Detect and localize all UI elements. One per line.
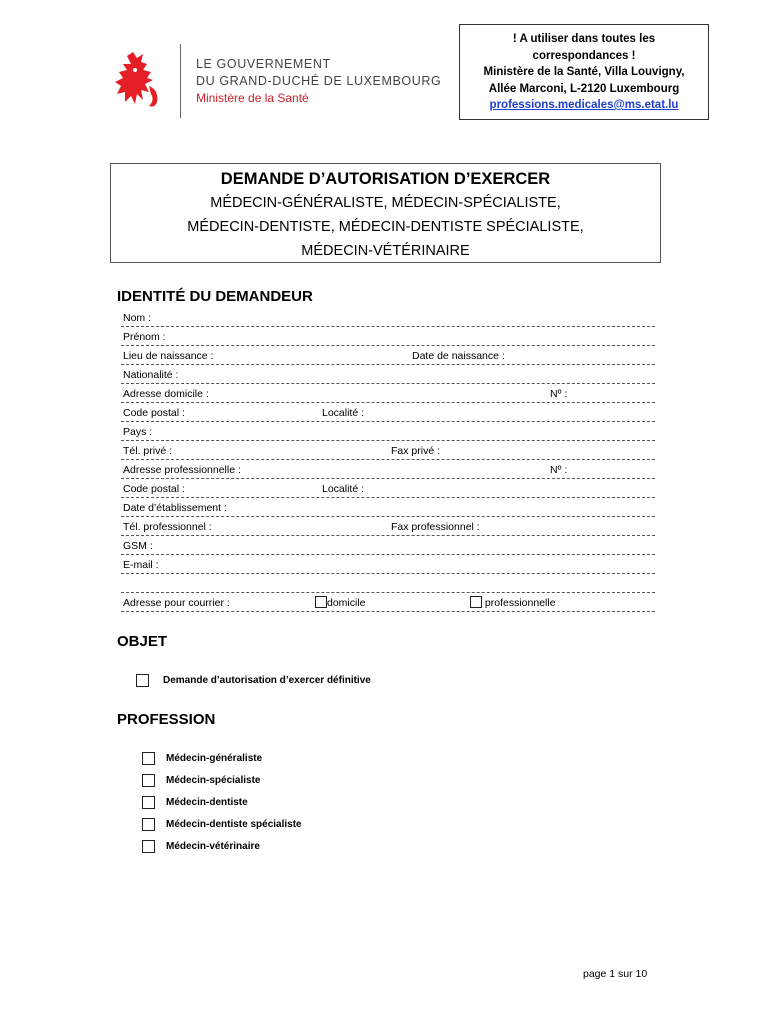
profession-label-dentiste: Médecin-dentiste (166, 797, 248, 808)
address-line-1: ! A utiliser dans toutes les (512, 33, 656, 45)
domicile-option[interactable] (315, 596, 366, 609)
nom-label: Nom : (123, 312, 152, 324)
logo-divider (180, 44, 181, 118)
professionnelle-option[interactable] (470, 596, 556, 609)
numero-label: Nº : (550, 388, 568, 400)
nationalite-field[interactable] (121, 364, 655, 384)
government-logo (113, 44, 453, 119)
birth-row[interactable] (121, 345, 655, 365)
localite-pro-label: Localité : (322, 483, 365, 495)
logo-text (196, 56, 441, 107)
email-link[interactable]: professions.medicales@ms.etat.lu (489, 99, 679, 111)
objet-heading: OBJET (117, 633, 168, 650)
code-postal-row[interactable] (121, 402, 655, 422)
tel-pro-label: Tél. professionnel : (123, 521, 212, 533)
profession-label-specialiste: Médecin-spécialiste (166, 775, 261, 786)
gov-line-1: LE GOUVERNEMENT (196, 57, 331, 71)
prenom-field[interactable] (121, 326, 655, 346)
tel-prive-row[interactable] (121, 440, 655, 460)
email-label: E-mail : (123, 559, 159, 571)
red-lion-icon (113, 50, 163, 110)
professionnelle-checkbox[interactable] (470, 596, 482, 608)
correspondence-address-box (459, 24, 709, 120)
address-line-2: correspondances ! (532, 49, 636, 62)
adresse-domicile-label: Adresse domicile : (123, 388, 209, 400)
lieu-naissance-label: Lieu de naissance : (123, 350, 214, 362)
address-line-3: Ministère de la Santé, Villa Louvigny, (483, 66, 685, 78)
prenom-label: Prénom : (123, 331, 166, 343)
pays-label: Pays : (123, 426, 153, 438)
localite-label: Localité : (322, 407, 365, 419)
title-line-2: MÉDECIN-DENTISTE, MÉDECIN-DENTISTE SPÉCIALISTE, (187, 219, 584, 235)
date-naissance-label: Date de naissance : (412, 350, 505, 362)
objet-checkbox[interactable] (136, 674, 149, 687)
page-number: page 1 sur 10 (583, 968, 648, 980)
adresse-pro-field[interactable] (121, 459, 655, 479)
domicile-label: domicile (327, 597, 366, 609)
tel-prive-label: Tél. privé : (123, 445, 173, 457)
blank-line[interactable] (121, 573, 655, 593)
profession-label-veterinaire: Médecin-vétérinaire (166, 841, 260, 852)
profession-label-dentiste-specialiste: Médecin-dentiste spécialiste (166, 819, 302, 830)
profession-checkbox-veterinaire[interactable] (142, 840, 155, 853)
adresse-courrier-row (121, 592, 655, 612)
tel-pro-row[interactable] (121, 516, 655, 536)
fax-pro-label: Fax professionnel : (391, 521, 480, 533)
profession-checkbox-dentiste-specialiste[interactable] (142, 818, 155, 831)
code-postal-label: Code postal : (123, 407, 185, 419)
gsm-label: GSM : (123, 540, 153, 552)
profession-checkbox-dentiste[interactable] (142, 796, 155, 809)
gov-line-2: DU GRAND-DUCHÉ DE LUXEMBOURG (196, 74, 442, 88)
identity-heading: IDENTITÉ DU DEMANDEUR (117, 288, 313, 305)
document-title: DEMANDE D’AUTORISATION D’EXERCER (220, 170, 551, 188)
email-field[interactable] (121, 554, 655, 574)
title-line-1: MÉDECIN-GÉNÉRALISTE, MÉDECIN-SPÉCIALISTE, (210, 195, 561, 211)
address-line-4: Allée Marconi, L-2120 Luxembourg (488, 82, 680, 95)
domicile-checkbox[interactable] (315, 596, 327, 608)
pays-field[interactable] (121, 421, 655, 441)
code-postal-pro-row[interactable] (121, 478, 655, 498)
title-line-3: MÉDECIN-VÉTÉRINAIRE (301, 243, 470, 259)
nom-field[interactable] (121, 307, 655, 327)
profession-checkbox-specialiste[interactable] (142, 774, 155, 787)
gsm-field[interactable] (121, 535, 655, 555)
date-etablissement-field[interactable] (121, 497, 655, 517)
date-etablissement-label: Date d’établissement : (123, 502, 227, 514)
numero-pro-label: Nº : (550, 464, 568, 476)
objet-option-label: Demande d’autorisation d’exercer définitive (163, 675, 371, 686)
title-box (110, 163, 661, 263)
code-postal-pro-label: Code postal : (123, 483, 185, 495)
profession-checkbox-generaliste[interactable] (142, 752, 155, 765)
adresse-pro-label: Adresse professionnelle : (123, 464, 241, 476)
profession-heading: PROFESSION (117, 711, 216, 728)
profession-label-generaliste: Médecin-généraliste (166, 753, 263, 764)
nationalite-label: Nationalité : (123, 369, 179, 381)
ministry-name: Ministère de la Santé (196, 91, 309, 105)
adresse-domicile-field[interactable] (121, 383, 655, 403)
adresse-courrier-label: Adresse pour courrier : (123, 597, 230, 609)
professionnelle-label: professionnelle (484, 597, 556, 609)
fax-prive-label: Fax privé : (391, 445, 441, 457)
